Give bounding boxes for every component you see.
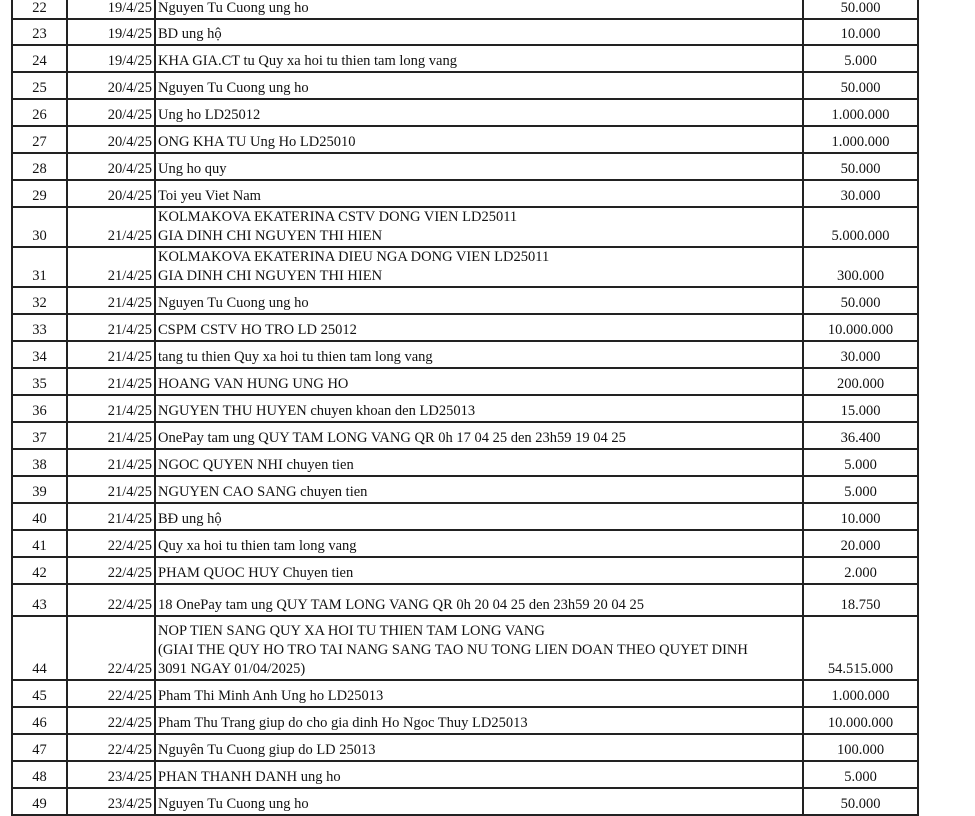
description-line: Pham Thi Minh Anh Ung ho LD25013	[158, 688, 384, 704]
row-description	[155, 207, 803, 247]
row-date: 20/4/25	[67, 180, 155, 207]
description-line: KHA GIA.CT tu Quy xa hoi tu thien tam long vang	[158, 53, 457, 69]
table-row	[12, 247, 918, 287]
row-date: 21/4/25	[67, 314, 155, 341]
donation-ledger-sheet	[11, 0, 917, 816]
row-number: 26	[12, 99, 67, 126]
table-row	[12, 503, 918, 530]
description-line: Toi yeu Viet Nam	[158, 188, 261, 204]
row-amount: 200.000	[803, 368, 918, 395]
row-amount: 1.000.000	[803, 99, 918, 126]
row-number: 23	[12, 19, 67, 45]
table-row	[12, 314, 918, 341]
row-date: 22/4/25	[67, 530, 155, 557]
row-amount: 30.000	[803, 341, 918, 368]
row-amount: 15.000	[803, 395, 918, 422]
row-amount: 54.515.000	[803, 616, 918, 680]
table-row	[12, 788, 918, 815]
table-row	[12, 557, 918, 584]
row-date: 20/4/25	[67, 153, 155, 180]
row-description	[155, 126, 803, 153]
row-number: 49	[12, 788, 67, 815]
row-number: 42	[12, 557, 67, 584]
row-number: 38	[12, 449, 67, 476]
row-description	[155, 734, 803, 761]
row-description	[155, 314, 803, 341]
description-line: Quy xa hoi tu thien tam long vang	[158, 538, 357, 554]
row-description	[155, 287, 803, 314]
row-description	[155, 395, 803, 422]
description-line: GIA DINH CHI NGUYEN THI HIEN	[158, 228, 383, 244]
row-date: 21/4/25	[67, 247, 155, 287]
row-number: 47	[12, 734, 67, 761]
row-date: 22/4/25	[67, 680, 155, 707]
row-amount: 5.000	[803, 45, 918, 72]
row-description	[155, 707, 803, 734]
table-row	[12, 45, 918, 72]
row-number: 28	[12, 153, 67, 180]
row-date: 23/4/25	[67, 761, 155, 788]
table-row	[12, 707, 918, 734]
row-number: 33	[12, 314, 67, 341]
row-amount: 2.000	[803, 557, 918, 584]
row-description	[155, 503, 803, 530]
row-date: 21/4/25	[67, 422, 155, 449]
table-row	[12, 395, 918, 422]
row-date: 21/4/25	[67, 476, 155, 503]
row-number: 37	[12, 422, 67, 449]
row-date: 22/4/25	[67, 557, 155, 584]
row-description	[155, 616, 803, 680]
description-line: HOANG VAN HUNG UNG HO	[158, 376, 349, 392]
description-line: ONG KHA TU Ung Ho LD25010	[158, 134, 356, 150]
row-description	[155, 530, 803, 557]
row-date: 21/4/25	[67, 341, 155, 368]
row-amount: 50.000	[803, 0, 918, 19]
description-line: OnePay tam ung QUY TAM LONG VANG QR 0h 17 04 25 den 23h59 19 04 25	[158, 430, 626, 446]
row-amount: 18.750	[803, 584, 918, 616]
description-line: PHAN THANH DANH ung ho	[158, 769, 341, 785]
row-number: 44	[12, 616, 67, 680]
row-date: 19/4/25	[67, 0, 155, 19]
row-description	[155, 788, 803, 815]
row-description	[155, 19, 803, 45]
table-row	[12, 72, 918, 99]
row-description	[155, 761, 803, 788]
row-amount: 10.000	[803, 503, 918, 530]
description-line: BD ung hộ	[158, 26, 222, 42]
description-line: Nguyen Tu Cuong ung ho	[158, 80, 309, 96]
donation-ledger-table	[11, 0, 919, 816]
row-amount: 20.000	[803, 530, 918, 557]
description-line: Ung ho LD25012	[158, 107, 261, 123]
description-line: GIA DINH CHI NGUYEN THI HIEN	[158, 268, 383, 284]
row-date: 21/4/25	[67, 395, 155, 422]
table-row	[12, 153, 918, 180]
table-row	[12, 761, 918, 788]
table-row	[12, 19, 918, 45]
row-date: 21/4/25	[67, 503, 155, 530]
row-amount: 100.000	[803, 734, 918, 761]
table-row	[12, 449, 918, 476]
row-number: 34	[12, 341, 67, 368]
description-line: Nguyen Tu Cuong ung ho	[158, 0, 309, 16]
row-date: 22/4/25	[67, 707, 155, 734]
row-description	[155, 557, 803, 584]
table-row	[12, 180, 918, 207]
row-description	[155, 422, 803, 449]
row-description	[155, 341, 803, 368]
row-description	[155, 99, 803, 126]
row-date: 22/4/25	[67, 584, 155, 616]
table-row	[12, 422, 918, 449]
description-line: Ung ho quy	[158, 161, 227, 177]
table-row	[12, 616, 918, 680]
row-number: 31	[12, 247, 67, 287]
row-amount: 5.000	[803, 449, 918, 476]
row-date: 19/4/25	[67, 45, 155, 72]
description-line: PHAM QUOC HUY Chuyen tien	[158, 565, 354, 581]
description-line: NOP TIEN SANG QUY XA HOI TU THIEN TAM LONG VANG	[158, 623, 545, 639]
row-date: 23/4/25	[67, 788, 155, 815]
row-date: 20/4/25	[67, 72, 155, 99]
row-amount: 1.000.000	[803, 126, 918, 153]
row-date: 20/4/25	[67, 99, 155, 126]
row-amount: 50.000	[803, 153, 918, 180]
description-line: BĐ ung hộ	[158, 511, 222, 527]
row-amount: 36.400	[803, 422, 918, 449]
row-number: 41	[12, 530, 67, 557]
row-number: 27	[12, 126, 67, 153]
row-amount: 50.000	[803, 287, 918, 314]
table-row	[12, 207, 918, 247]
table-row	[12, 368, 918, 395]
row-amount: 5.000	[803, 761, 918, 788]
row-number: 40	[12, 503, 67, 530]
row-date: 21/4/25	[67, 287, 155, 314]
table-row	[12, 530, 918, 557]
row-description	[155, 180, 803, 207]
table-row	[12, 126, 918, 153]
row-date: 21/4/25	[67, 449, 155, 476]
row-description	[155, 45, 803, 72]
table-row	[12, 341, 918, 368]
row-amount: 1.000.000	[803, 680, 918, 707]
row-description	[155, 72, 803, 99]
row-description	[155, 449, 803, 476]
table-row	[12, 99, 918, 126]
description-line: (GIAI THE QUY HO TRO TAI NANG SANG TAO NU TONG LIEN DOAN THEO QUYET DINH	[158, 642, 748, 658]
description-line: KOLMAKOVA EKATERINA CSTV DONG VIEN LD25011	[158, 209, 518, 225]
table-row	[12, 734, 918, 761]
description-line: NGOC QUYEN NHI chuyen tien	[158, 457, 354, 473]
row-description	[155, 476, 803, 503]
row-description	[155, 584, 803, 616]
description-line: tang tu thien Quy xa hoi tu thien tam long vang	[158, 349, 433, 365]
description-line: Nguyen Tu Cuong ung ho	[158, 796, 309, 812]
row-number: 35	[12, 368, 67, 395]
row-description	[155, 0, 803, 19]
row-description	[155, 153, 803, 180]
row-date: 22/4/25	[67, 616, 155, 680]
row-amount: 10.000.000	[803, 707, 918, 734]
row-number: 29	[12, 180, 67, 207]
row-date: 21/4/25	[67, 368, 155, 395]
row-number: 39	[12, 476, 67, 503]
description-line: Pham Thu Trang giup do cho gia dinh Ho Ngoc Thuy LD25013	[158, 715, 528, 731]
row-amount: 10.000.000	[803, 314, 918, 341]
row-number: 48	[12, 761, 67, 788]
row-description	[155, 680, 803, 707]
row-number: 25	[12, 72, 67, 99]
row-amount: 50.000	[803, 788, 918, 815]
row-date: 19/4/25	[67, 19, 155, 45]
row-number: 22	[12, 0, 67, 19]
description-line: NGUYEN CAO SANG chuyen tien	[158, 484, 368, 500]
row-amount: 30.000	[803, 180, 918, 207]
row-number: 24	[12, 45, 67, 72]
row-amount: 300.000	[803, 247, 918, 287]
table-row	[12, 584, 918, 616]
description-line: 3091 NGAY 01/04/2025)	[158, 661, 306, 677]
row-description	[155, 368, 803, 395]
row-amount: 5.000	[803, 476, 918, 503]
table-row	[12, 476, 918, 503]
row-number: 45	[12, 680, 67, 707]
description-line: Nguyên Tu Cuong giup do LD 25013	[158, 742, 376, 758]
row-number: 30	[12, 207, 67, 247]
table-row	[12, 287, 918, 314]
description-line: Nguyen Tu Cuong ung ho	[158, 295, 309, 311]
row-number: 46	[12, 707, 67, 734]
row-amount: 50.000	[803, 72, 918, 99]
row-date: 21/4/25	[67, 207, 155, 247]
row-description	[155, 247, 803, 287]
table-row	[12, 0, 918, 19]
ledger-body	[12, 0, 918, 815]
row-amount: 5.000.000	[803, 207, 918, 247]
row-number: 43	[12, 584, 67, 616]
row-amount: 10.000	[803, 19, 918, 45]
description-line: CSPM CSTV HO TRO LD 25012	[158, 322, 357, 338]
description-line: NGUYEN THU HUYEN chuyen khoan den LD25013	[158, 403, 476, 419]
row-number: 36	[12, 395, 67, 422]
row-date: 22/4/25	[67, 734, 155, 761]
table-row	[12, 680, 918, 707]
row-number: 32	[12, 287, 67, 314]
row-date: 20/4/25	[67, 126, 155, 153]
description-line: KOLMAKOVA EKATERINA DIEU NGA DONG VIEN LD25011	[158, 249, 550, 265]
description-line: 18 OnePay tam ung QUY TAM LONG VANG QR 0h 20 04 25 den 23h59 20 04 25	[158, 597, 645, 613]
